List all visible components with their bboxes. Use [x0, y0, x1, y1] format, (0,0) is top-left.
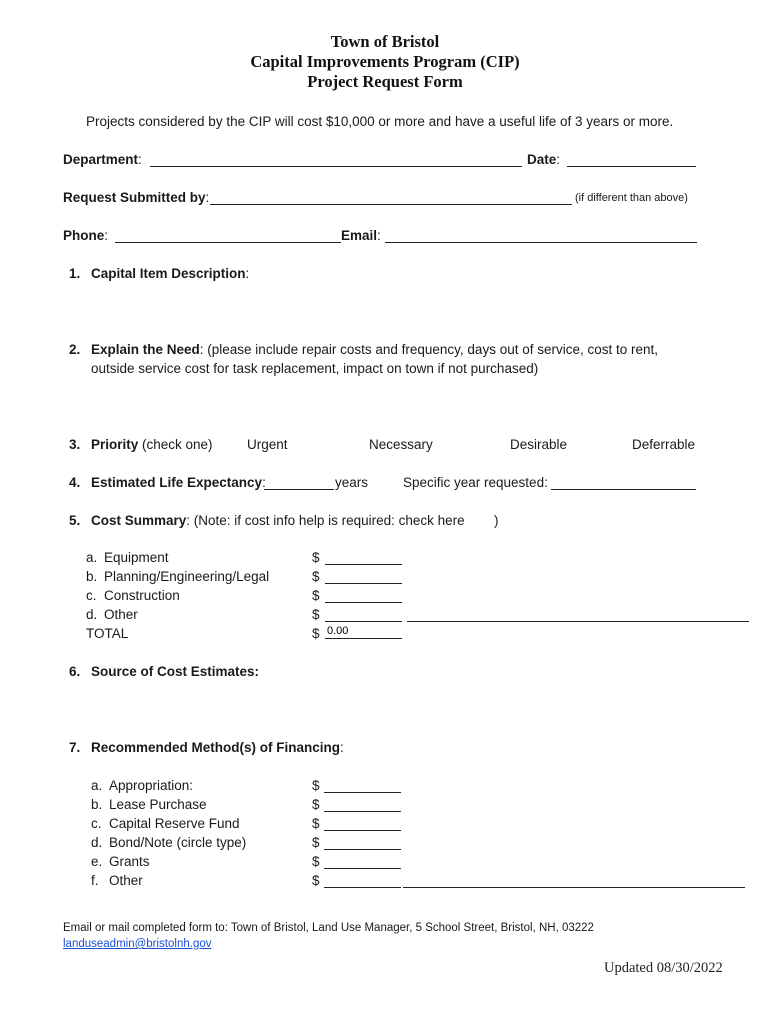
- finance-appropriation-input[interactable]: [324, 778, 401, 793]
- section-5-heading: 5. Cost Summary: (Note: if cost info help is required: check here: [69, 513, 465, 528]
- finance-item: b. Lease Purchase: [91, 797, 207, 812]
- currency-sign: $: [312, 778, 320, 793]
- section-5-close-paren: ): [494, 513, 499, 528]
- finance-other-input[interactable]: [324, 873, 401, 888]
- date-row: Date:: [527, 152, 561, 167]
- finance-lease-input[interactable]: [324, 797, 401, 812]
- form-title-town: Town of Bristol: [330, 32, 440, 51]
- priority-deferrable[interactable]: Deferrable: [632, 437, 696, 452]
- cost-item: b. Planning/Engineering/Legal: [86, 569, 270, 584]
- cost-total-label: TOTAL: [86, 626, 129, 641]
- section-2-text-cont: outside service cost for task replacement, impact on town if not purchased): [91, 361, 539, 376]
- section-4-heading: 4. Estimated Life Expectancy:: [69, 475, 266, 490]
- section-6-heading: 6. Source of Cost Estimates:: [69, 664, 260, 679]
- footer-instructions: Email or mail completed form to: Town of Bristol, Land Use Manager, 5 School Street, Bristol, NH, 03222: [63, 922, 594, 934]
- currency-sign: $: [312, 588, 320, 603]
- years-label: years: [335, 475, 369, 490]
- submitted-row: Request Submitted by:: [63, 190, 210, 205]
- department-input[interactable]: [150, 152, 522, 167]
- priority-necessary[interactable]: Necessary: [369, 437, 433, 452]
- email-input[interactable]: [385, 228, 697, 243]
- section-3-heading: 3. Priority (check one): [69, 437, 213, 452]
- finance-item: a. Appropriation:: [91, 778, 194, 793]
- finance-bond-input[interactable]: [324, 835, 401, 850]
- section-2-heading: 2. Explain the Need: (please include repair costs and frequency, days out of service, cost to rent,: [69, 342, 659, 357]
- cost-other-input[interactable]: [325, 607, 402, 622]
- submitted-note: (if different than above): [575, 192, 688, 204]
- specific-year-label: Specific year requested:: [403, 475, 548, 490]
- form-title-form: Project Request Form: [307, 72, 463, 91]
- finance-item: f. Other: [91, 873, 143, 888]
- currency-sign: $: [312, 569, 320, 584]
- section-1-heading: 1. Capital Item Description:: [69, 266, 250, 281]
- currency-sign: $: [312, 626, 320, 641]
- finance-item: e. Grants: [91, 854, 150, 869]
- finance-other-description-input[interactable]: [403, 873, 745, 888]
- department-row: Department:: [63, 152, 142, 167]
- currency-sign: $: [312, 797, 320, 812]
- intro-text: Projects considered by the CIP will cost $10,000 or more and have a useful life of 3 years or more.: [86, 114, 674, 129]
- priority-urgent[interactable]: Urgent: [247, 437, 288, 452]
- section-5-label: Cost Summary: [91, 513, 187, 528]
- section-2-label: Explain the Need: [91, 342, 200, 357]
- updated-date: Updated 08/30/2022: [604, 960, 723, 976]
- cost-planning-input[interactable]: [325, 569, 402, 584]
- cost-other-description-input[interactable]: [407, 607, 749, 622]
- life-expectancy-input[interactable]: [264, 475, 334, 490]
- finance-reserve-input[interactable]: [324, 816, 401, 831]
- specific-year-input[interactable]: [551, 475, 696, 490]
- section-1-label: Capital Item Description: [91, 266, 246, 281]
- phone-input[interactable]: [115, 228, 341, 243]
- finance-item: d. Bond/Note (circle type): [91, 835, 247, 850]
- currency-sign: $: [312, 835, 320, 850]
- email-row: Email:: [341, 228, 381, 243]
- cost-help-checkbox[interactable]: [474, 513, 488, 527]
- cost-item: d. Other: [86, 607, 138, 622]
- currency-sign: $: [312, 873, 320, 888]
- date-label: Date: [527, 152, 557, 167]
- form-title-program: Capital Improvements Program (CIP): [250, 52, 520, 71]
- phone-row: Phone:: [63, 228, 109, 243]
- currency-sign: $: [312, 607, 320, 622]
- section-7-label: Recommended Method(s) of Financing: [91, 740, 341, 755]
- footer-email-link[interactable]: landuseadmin@bristolnh.gov: [63, 938, 212, 950]
- phone-label: Phone: [63, 228, 105, 243]
- priority-desirable[interactable]: Desirable: [510, 437, 568, 452]
- submitted-by-input[interactable]: [210, 190, 572, 205]
- section-6-label: Source of Cost Estimates:: [91, 664, 260, 679]
- cost-construction-input[interactable]: [325, 588, 402, 603]
- section-4-label: Estimated Life Expectancy: [91, 475, 263, 490]
- date-input[interactable]: [567, 152, 696, 167]
- department-label: Department: [63, 152, 139, 167]
- cost-equipment-input[interactable]: [325, 550, 402, 565]
- currency-sign: $: [312, 816, 320, 831]
- finance-item: c. Capital Reserve Fund: [91, 816, 240, 831]
- submitted-label: Request Submitted by: [63, 190, 206, 205]
- cost-total-input[interactable]: [325, 624, 402, 639]
- currency-sign: $: [312, 854, 320, 869]
- section-7-heading: 7. Recommended Method(s) of Financing:: [69, 740, 344, 755]
- currency-sign: $: [312, 550, 320, 565]
- cost-item: c. Construction: [86, 588, 180, 603]
- email-label: Email: [341, 228, 378, 243]
- finance-grants-input[interactable]: [324, 854, 401, 869]
- section-3-label: Priority: [91, 437, 139, 452]
- cost-item: a. Equipment: [86, 550, 169, 565]
